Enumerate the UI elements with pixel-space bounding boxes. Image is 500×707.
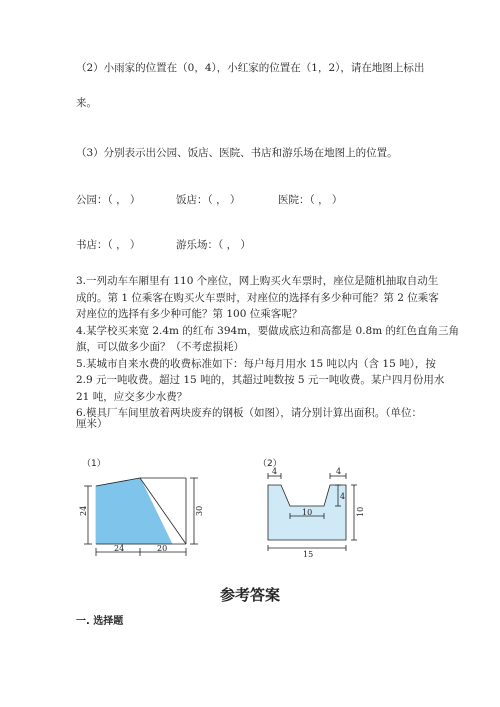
problem-line: 5.某城市自来水费的收费标准如下：每户每月用水 15 吨以内（含 15 吨），按: [76, 357, 436, 370]
problem-line: 21 吨，应交多少水费？: [76, 390, 188, 403]
problem-line: 3.一列动车车厢里有 110 个座位，网上购买火车票时，座位是随机抽取自动生: [76, 275, 439, 287]
figure1-dim-bottom-left: 24: [114, 544, 125, 553]
problem-line: 4.某学校买来宽 2.4m 的红布 394m，要做成底边和高都是 0.8m 的红色直角三角: [76, 324, 460, 337]
q3-text: （3）分别表示出公园、饭店、医院、书店和游乐场在地图上的位置。: [76, 147, 398, 159]
figure1-label: （1）: [82, 459, 106, 469]
problem-line: 2.9 元一吨收费。超过 15 吨的，其超过吨数按 5 元一吨收费。某户四月份用水: [76, 374, 445, 386]
figure2-dim-notch-depth: 4: [340, 492, 346, 501]
figure2-label: （2）: [258, 459, 282, 469]
figure2: [268, 473, 357, 551]
figure1: [84, 478, 198, 556]
bookstore-blank: 书店：（ ， ）: [76, 239, 141, 251]
problem-line: 6.模具厂车间里放着两块废弃的钢板（如图），请分别计算出面积。（单位：: [76, 407, 423, 419]
problem-line: 旗，可以做多少面？（不考虑损耗）: [76, 341, 244, 353]
problem-line: 对座位的选择有多少种可能？第 100 位乘客呢？: [76, 308, 303, 320]
q2-line1: （2）小雨家的位置在（0，4），小红家的位置在（1，2），请在地图上标出: [76, 62, 425, 74]
playground-blank: 游乐场：（ ， ）: [176, 239, 251, 251]
figure2-dim-top-right: 4: [336, 467, 342, 476]
restaurant-blank: 饭店：（ ， ）: [176, 194, 241, 206]
figure2-dim-top-left: 4: [272, 467, 278, 476]
figure1-dim-left: 24: [79, 505, 88, 516]
answer-title: 参考答案: [219, 586, 280, 604]
figure2-dim-notch-bottom: 10: [302, 508, 313, 517]
figure1-dim-right: 30: [195, 505, 204, 516]
figure1-shaded-quad: [96, 478, 140, 544]
hospital-blank: 医院：（ ， ）: [278, 194, 343, 206]
park-blank: 公园：（ ， ）: [76, 194, 141, 206]
problem-line: 成的。第 1 位乘客在购买火车票时，对座位的选择有多少种可能？第 2 位乘客: [76, 291, 439, 304]
section-heading: 一. 选择题: [76, 616, 124, 627]
q2-line2: 来。: [76, 97, 97, 109]
unit-line: 厘米）: [76, 418, 108, 430]
figure1-dim-bottom-right: 20: [157, 544, 168, 553]
figure2-dim-height: 10: [356, 506, 365, 517]
figure1-shaded-triangle: [140, 478, 172, 544]
figure2-dim-width: 15: [303, 550, 314, 559]
